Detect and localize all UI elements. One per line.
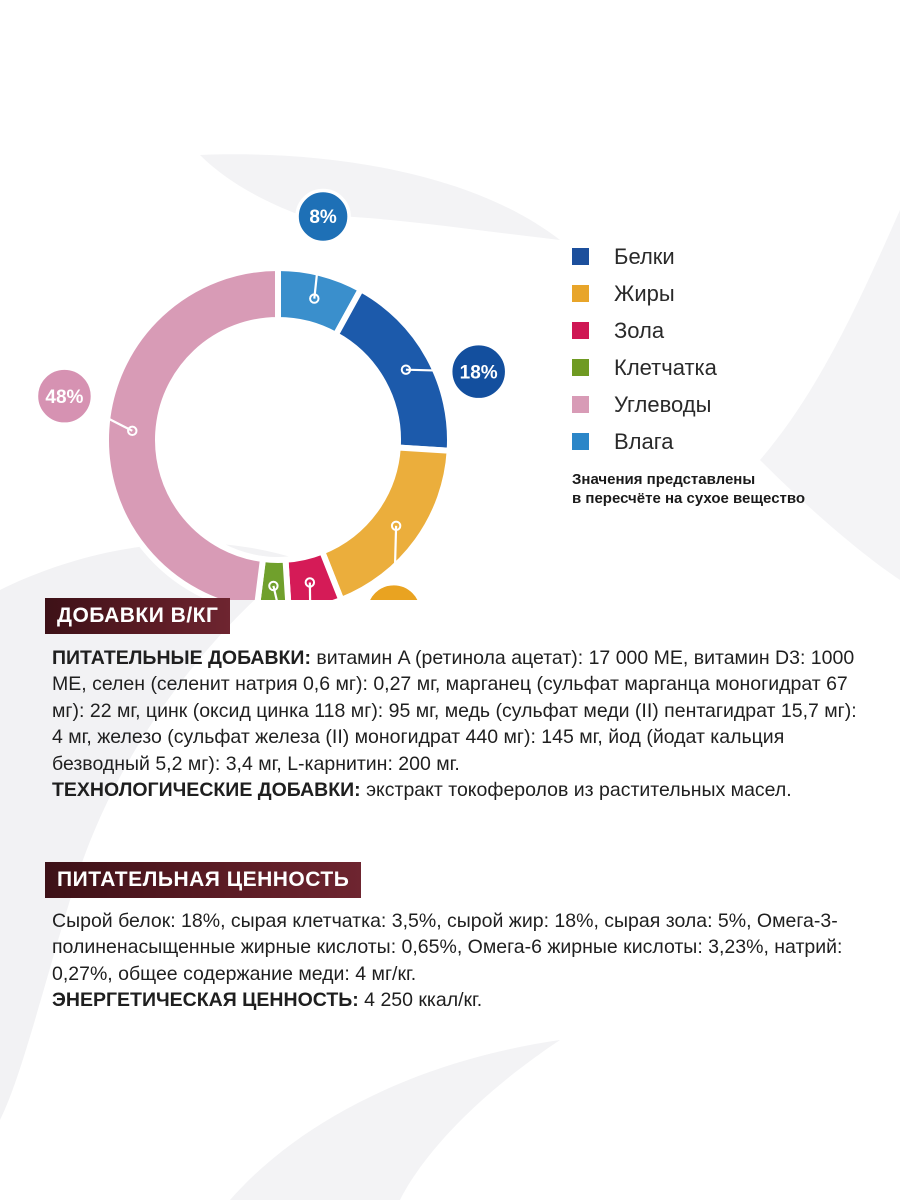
callout-label-moisture: 8% <box>309 207 337 229</box>
legend-label-carbs: Углеводы <box>614 391 712 417</box>
donut-slice-fats <box>322 448 449 600</box>
energy-value-text: 4 250 ккал/кг. <box>358 989 483 1012</box>
background-swoosh-right <box>760 210 900 580</box>
legend-note-line-1: Значения представлены <box>572 471 756 488</box>
nutritional-additives-paragraph <box>52 645 867 777</box>
donut-slices <box>106 268 450 600</box>
legend-note-line-2: в пересчёте на сухое вещество <box>572 490 806 507</box>
legend-label-fats: Жиры <box>614 280 675 306</box>
technological-additives-text: экстракт токоферолов из растительных масел. <box>360 779 792 802</box>
legend-item-carbs <box>572 386 717 423</box>
nutritional-additives-label: ПИТАТЕЛЬНЫЕ ДОБАВКИ: <box>52 647 311 669</box>
energy-value-label: ЭНЕРГЕТИЧЕСКАЯ ЦЕННОСТЬ: <box>52 989 359 1012</box>
legend-swatch-carbs <box>572 396 589 413</box>
legend-item-fats <box>572 275 717 312</box>
legend-label-fiber: Клетчатка <box>614 354 717 380</box>
background-swoosh-bottom <box>230 1040 560 1200</box>
callout-label-carbs: 48% <box>45 386 84 408</box>
legend-item-moisture <box>572 423 717 460</box>
legend-swatch-fiber <box>572 359 589 376</box>
chart-legend <box>572 238 717 460</box>
nutritional-additives-text: витамин A (ретинола ацетат): 17 000 МЕ, витамин D3: 1000 МЕ, селен (селенит натрия 0,6 мг): 0,27 мг, марганец (сульфат марганца моногидрат 67 мг): 22 мг, цинк (оксид цинка 118 мг): 95 мг, медь (сульфат меди (II) пентагидрат 15,7 мг): 4 мг, железо (сульфат железа (II) моногидрат 440 мг): 145 мг, йод (йодат кальция безводный 5,2 мг): 3,4 мг, L-карнитин: 200 мг. <box>52 647 857 775</box>
legend-swatch-fats <box>572 285 589 302</box>
legend-label-ash: Зола <box>614 317 665 343</box>
legend-item-ash <box>572 312 717 349</box>
energy-value-paragraph <box>52 987 867 1013</box>
legend-item-protein <box>572 238 717 275</box>
nutritional-value-heading: ПИТАТЕЛЬНАЯ ЦЕННОСТЬ <box>45 862 361 898</box>
additives-heading: ДОБАВКИ В/КГ <box>45 598 230 634</box>
callout-line-ash <box>310 582 311 600</box>
nutritional-value-text-block <box>52 908 867 1014</box>
technological-additives-paragraph <box>52 777 867 803</box>
legend-item-fiber <box>572 349 717 386</box>
additives-text-block <box>52 645 867 803</box>
legend-label-moisture: Влага <box>614 428 674 454</box>
technological-additives-label: ТЕХНОЛОГИЧЕСКИЕ ДОБАВКИ: <box>52 779 361 802</box>
nutritional-value-text: Сырой белок: 18%, сырая клетчатка: 3,5%, сырой жир: 18%, сырая зола: 5%, Омега-3-полиненасыщенные жирные кислоты: 0,65%, Омега-6 жирные кислоты: 3,23%, натрий: 0,27%, общее содержание меди: 4 мг/кг. <box>52 910 843 985</box>
callout-label-protein: 18% <box>459 362 498 384</box>
legend-swatch-ash <box>572 322 589 339</box>
legend-note <box>572 470 862 508</box>
legend-label-protein: Белки <box>614 243 675 269</box>
donut-chart <box>0 130 560 600</box>
legend-swatch-protein <box>572 248 589 265</box>
legend-swatch-moisture <box>572 433 589 450</box>
